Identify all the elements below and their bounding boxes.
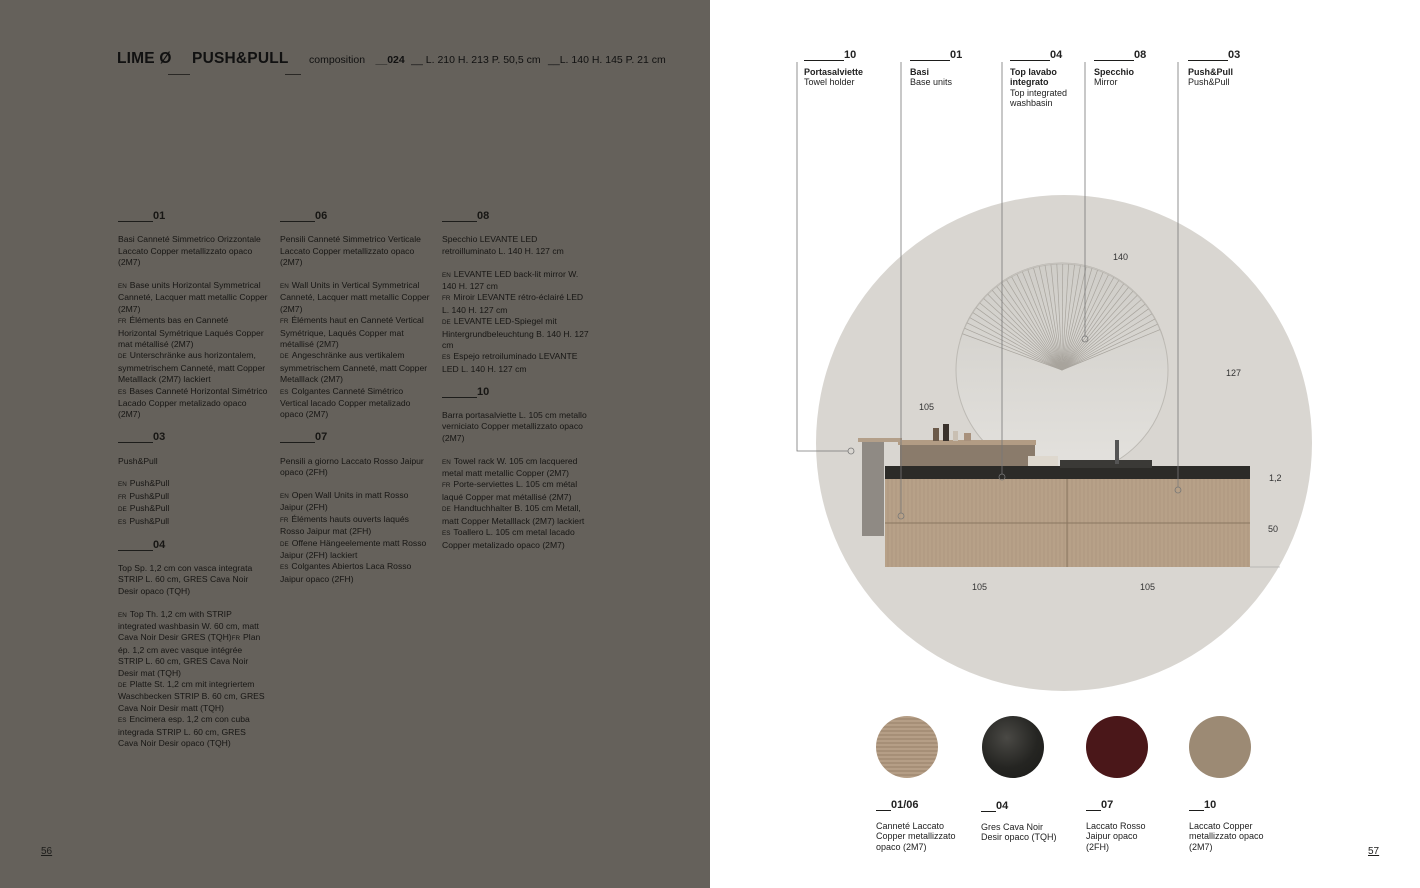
swatch-copper-lacquer <box>1189 716 1251 778</box>
description-paragraph: Specchio LEVANTE LED retroilluminato L. 140 H. 127 cm <box>442 234 564 256</box>
swatch-rosso-jaipur <box>1086 716 1148 778</box>
language-code: EN <box>280 492 289 500</box>
language-code: DE <box>118 506 127 514</box>
page-number-right: 57 <box>1368 846 1380 857</box>
dimension-mirror-height: 127 <box>1226 368 1242 378</box>
language-code: ES <box>118 518 127 526</box>
section-heading: 01 <box>118 211 268 222</box>
language-code: FR <box>118 318 127 326</box>
language-code: FR <box>442 482 451 490</box>
language-code: FR <box>442 295 451 303</box>
description-paragraph: Pensili a giorno Laccato Rosso Jaipur opaco (2FH) <box>280 455 424 478</box>
composition-label: composition <box>309 54 366 66</box>
title-underline <box>168 74 190 75</box>
language-code: EN <box>118 481 127 489</box>
composition-dims-b: __L. 140 H. 145 P. 21 cm <box>548 54 666 66</box>
dimension-mirror-width: 140 <box>1113 252 1129 262</box>
section-heading: 03 <box>118 432 268 443</box>
page-title <box>117 50 666 68</box>
language-code: FR <box>280 318 289 326</box>
language-code: FR <box>118 493 127 501</box>
description-column <box>118 211 268 761</box>
language-code: DE <box>280 540 289 548</box>
language-code: ES <box>280 388 289 396</box>
dimension-shelf: 105 <box>919 402 935 412</box>
callout-base-units: 01 Basi Base units <box>910 49 963 88</box>
description-paragraph: EN Base units Horizontal Symmetrical Canneté, Lacquer matt metallic Copper (2M7) FR Éléments bas en Canneté Horizontal Symétrique Laqués Copper mat métallisé (2M7) DE Unterschränke aus horizontalem, symmetrischem Canneté, matt Copper Metalllack (2M7) lackiert ES Bases Canneté Horizontal Simétrico Lacado Copper metalizado opaco (2M7) <box>118 280 268 420</box>
callout-mirror: 08 Specchio Mirror <box>1094 49 1147 88</box>
dimension-base-height: 50 <box>1268 524 1279 534</box>
description-paragraph: Basi Canneté Simmetrico Orizzontale Laccato Copper metallizzato opaco (2M7) <box>118 234 261 268</box>
swatch-caption: 10 Laccato Copper metallizzato opaco (2M7) <box>1189 799 1264 852</box>
description-paragraph: Barra portasalviette L. 105 cm metallo verniciato Copper metallizzato opaco (2M7) <box>442 410 587 443</box>
callout-towel-holder: 10 Portasalviette Towel holder <box>804 49 864 88</box>
language-code: DE <box>118 353 127 361</box>
description-paragraph: Push&Pull <box>118 455 158 466</box>
section-heading: 07 <box>280 432 430 443</box>
composition-dims-a: __ L. 210 H. 213 P. 50,5 cm <box>411 54 541 66</box>
language-code: ES <box>442 530 451 538</box>
description-paragraph: EN Open Wall Units in matt Rosso Jaipur (2FH) FR Éléments hauts ouverts laqués Rosso Jaipur mat (2FH) DE Offene Hängeelemente matt Rosso Jaipur (2FH) lackiert ES Colgantes Abiertos Laca Rosso Jaipur opaco (2FH) <box>280 489 427 584</box>
dimension-top-thickness: 1,2 <box>1269 473 1282 483</box>
description-paragraph: EN Top Th. 1,2 cm with STRIP integrated washbasin W. 60 cm, matt Cava Noir Desir GRES (TQH)FR Plan ép. 1,2 cm avec vasque intégrée STRIP L. 60 cm, GRES Cava Noir Desir mat (TQH) DE Platte St. 1,2 cm mit integriertem Waschbecken STRIP B. 60 cm, GRES Cava Noir Desir matt (TQH) ES Encimera esp. 1,2 cm con cuba integrada STRIP L. 60 cm, GRES Cava Noir Desir opaco (TQH) <box>118 608 265 748</box>
dimension-base-width: 105 <box>1140 582 1156 592</box>
section-heading: 06 <box>280 211 430 222</box>
language-code: FR <box>280 516 289 524</box>
description-paragraph: Top Sp. 1,2 cm con vasca integrata STRIP L. 60 cm, GRES Cava Noir Desir opaco (TQH) <box>118 562 253 596</box>
dimension-base-width: 105 <box>972 582 988 592</box>
language-code: ES <box>442 354 451 362</box>
section-heading: 08 <box>442 211 592 222</box>
language-code: EN <box>118 283 127 291</box>
callout-top-washbasin: 04 Top lavabo integrato Top integrated washbasin <box>1010 49 1068 109</box>
language-code: ES <box>118 717 127 725</box>
language-code: EN <box>118 611 127 619</box>
section-heading: 10 <box>442 387 592 398</box>
language-code: ES <box>118 388 127 396</box>
description-paragraph: EN Wall Units in Vertical Symmetrical Canneté, Lacquer matt metallic Copper (2M7) FR Éléments haut en Canneté Vertical Symétrique, Laqués Copper mat métallisé (2M7) DE Angeschränke aus vertikalem symmetrischem Canneté, matt Copper Metalllack (2M7) ES Colgantes Canneté Simétrico Vertical lacado Copper metalizado opaco (2M7) <box>280 280 430 420</box>
language-code: DE <box>442 319 451 327</box>
swatch-caption: 07 Laccato Rosso Jaipur opaco (2FH) <box>1086 799 1146 852</box>
right-page <box>710 0 1420 888</box>
language-code: EN <box>280 283 289 291</box>
swatch-copper-cannete <box>876 716 938 778</box>
description-paragraph: EN LEVANTE LED back-lit mirror W. 140 H. 127 cm FR Miroir LEVANTE rétro-éclairé LED L. 140 H. 127 cm DE LEVANTE LED-Spiegel mit Hintergrundbeleuchtung B. 140 H. 127 cm ES Espejo retroiluminado LEVANTE LED L. 140 H. 127 cm <box>442 268 589 374</box>
language-code: DE <box>118 681 127 689</box>
collection-name: PUSH&PULL <box>192 50 289 67</box>
language-code: DE <box>442 506 451 514</box>
language-code: DE <box>280 353 289 361</box>
swatch-caption: 01/06 Canneté Laccato Copper metallizzato opaco (2M7) <box>876 799 956 852</box>
description-paragraph: EN Towel rack W. 105 cm lacquered metal matt metallic Copper (2M7) FR Porte-serviettes L. 105 cm métal laqué Copper mat métallisé (2M7) DE Handtuchhalter B. 105 cm Metall, matt Copper Metalllack (2M7) lackiert ES Toallero L. 105 cm metal lacado Copper metalizado opaco (2M7) <box>442 455 585 550</box>
language-code: EN <box>442 271 451 279</box>
description-paragraph: EN Push&Pull FR Push&Pull DE Push&Pull ES Push&Pull <box>118 478 170 526</box>
callout-push-pull: 03 Push&Pull Push&Pull <box>1188 49 1241 88</box>
page-number-left: 56 <box>41 846 53 857</box>
swatch-caption: 04 Gres Cava Noir Desir opaco (TQH) <box>981 800 1057 843</box>
language-code: EN <box>442 458 451 466</box>
title-underline <box>285 74 301 75</box>
description-column <box>442 211 592 562</box>
language-code: ES <box>280 564 289 572</box>
composition-number: __024 <box>375 54 405 66</box>
composition-illustration <box>710 0 1420 888</box>
swatch-cava-noir <box>982 716 1044 778</box>
section-heading: 04 <box>118 540 268 551</box>
description-column <box>280 211 430 597</box>
description-paragraph: Pensili Canneté Simmetrico Verticale Laccato Copper metallizzato opaco (2M7) <box>280 234 421 268</box>
brand-name: LIME Ø <box>117 50 172 67</box>
